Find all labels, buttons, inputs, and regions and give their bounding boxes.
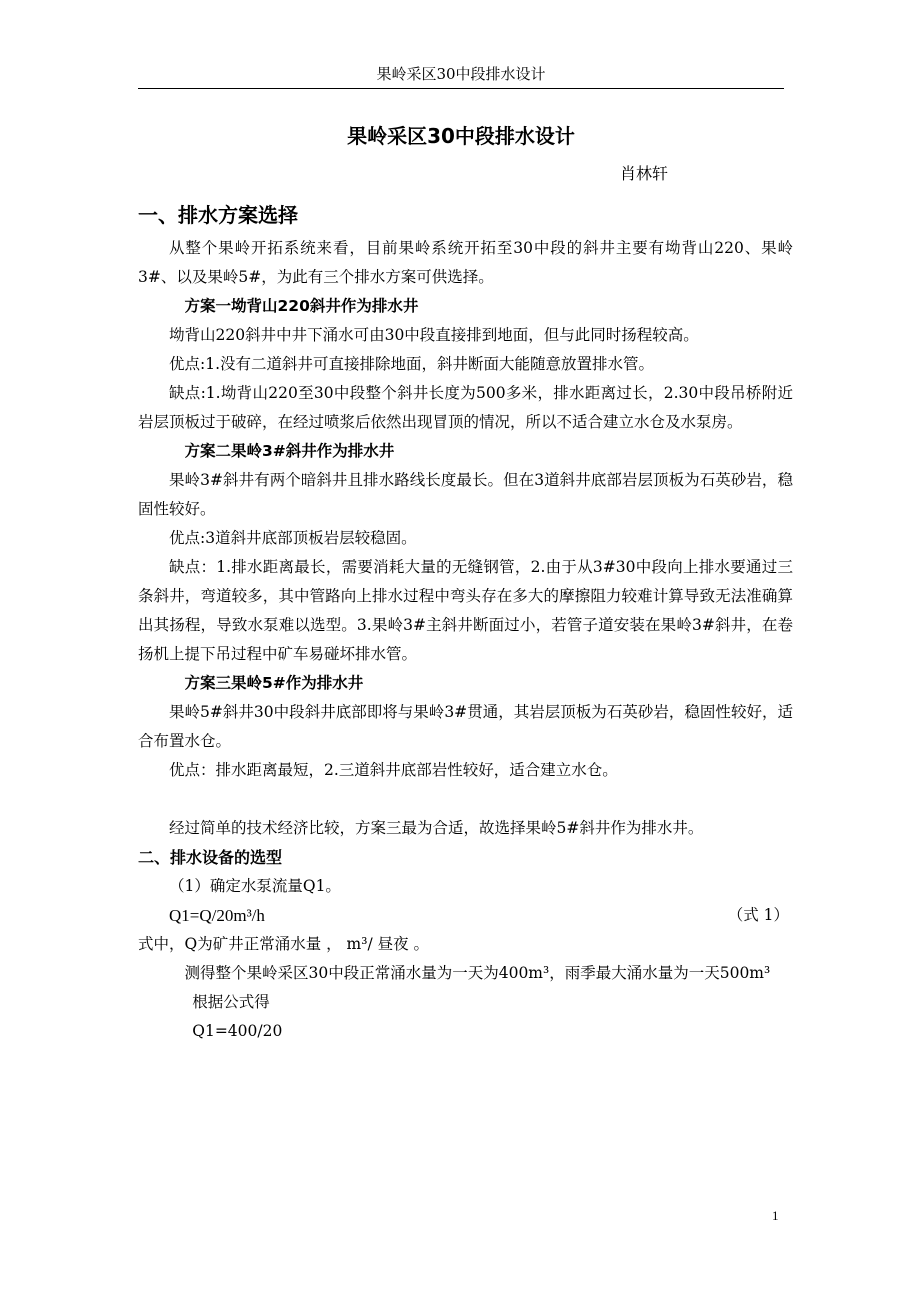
step-1: （1）确定水泵流量Q1。 <box>169 877 341 895</box>
plan-1-desc: 坳背山220斜井中井下涌水可由30中段直接排到地面，但与此同时扬程较高。 <box>169 326 699 344</box>
section-1-intro: 从整个果岭开拓系统来看，目前果岭系统开拓至30中段的斜井主要有坳背山220、果岭3#、以及果岭5#，为此有三个排水方案可供选择。 <box>138 239 793 286</box>
calc-basis: 根据公式得 <box>192 993 270 1011</box>
document-body <box>138 196 793 1046</box>
section-1-heading: 一、排水方案选择 <box>138 203 298 227</box>
plan-3-heading: 方案三果岭5#作为排水井 <box>184 674 364 692</box>
document-title: 果岭采区30中段排水设计 <box>347 124 575 148</box>
plan-1-cons: 缺点:1.坳背山220至30中段整个斜井长度为500多米，排水距离过长，2.30中段吊桥附近岩层顶板过于破碎，在经过喷浆后依然出现冒顶的情况，所以不适合建立水仓及水泵房。 <box>138 384 793 431</box>
plan-1-heading: 方案一坳背山220斜井作为排水井 <box>184 297 419 315</box>
section-1-conclusion: 经过简单的技术经济比较，方案三最为合适，故选择果岭5#斜井作为排水井。 <box>169 819 704 837</box>
author: 肖林轩 <box>620 164 669 183</box>
plan-2-heading: 方案二果岭3#斜井作为排水井 <box>184 442 395 460</box>
page-number: 1 <box>772 1208 779 1223</box>
measured-inflow: 测得整个果岭采区30中段正常涌水量为一天为400m³，雨季最大涌水量为一天500m³ <box>184 964 771 982</box>
plan-2-pros: 优点:3道斜井底部顶板岩层较稳固。 <box>169 529 417 547</box>
calc-line: Q1=400/20 <box>192 1022 283 1040</box>
plan-3-desc: 果岭5#斜井30中段斜井底部即将与果岭3#贯通，其岩层顶板为石英砂岩，稳固性较好，适合布置水仓。 <box>138 703 793 750</box>
formula: Q1=Q/20m³/h <box>169 906 265 925</box>
page-header: 果岭采区30中段排水设计 <box>376 65 546 83</box>
formula-number: （式 1） <box>727 906 789 924</box>
formula-row <box>138 901 793 930</box>
plan-2-cons: 缺点：1.排水距离最长，需要消耗大量的无缝钢管，2.由于从3#30中段向上排水要通过三条斜井，弯道较多，其中管路向上排水过程中弯头存在多大的摩擦阻力较难计算导致无法准确算出其扬程，导致水泵难以选型。3.果岭3#主斜井断面过小，若管子道安装在果岭3#斜井，在卷扬机上提下吊过程中矿车易碰坏排水管。 <box>138 558 793 663</box>
section-2-heading: 二、排水设备的选型 <box>138 848 283 867</box>
header-rule <box>138 88 784 89</box>
plan-3-pros: 优点：排水距离最短，2.三道斜井底部岩性较好，适合建立水仓。 <box>169 761 618 779</box>
plan-2-desc: 果岭3#斜井有两个暗斜井且排水路线长度最长。但在3道斜井底部岩层顶板为石英砂岩，稳固性较好。 <box>138 471 793 518</box>
blank-line <box>138 785 793 814</box>
plan-1-pros: 优点:1.没有二道斜井可直接排除地面，斜井断面大能随意放置排水管。 <box>169 355 655 373</box>
formula-where: 式中，Q为矿井正常涌水量 ， m³/ 昼夜 。 <box>138 935 430 953</box>
